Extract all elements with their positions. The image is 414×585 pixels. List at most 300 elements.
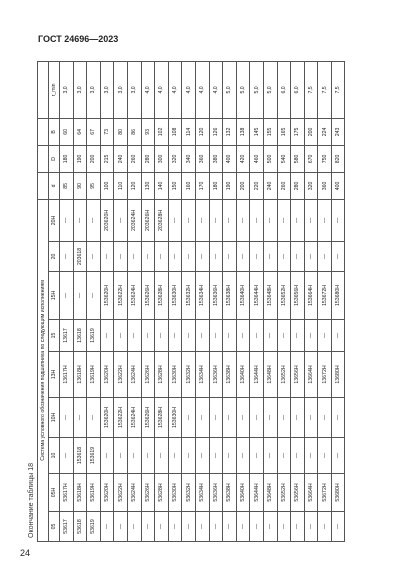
table-cell: — [195,199,209,241]
table-cell: — [155,320,169,352]
table-cell: — [182,199,196,241]
table-cell: — [277,398,291,438]
table-cell: 13652Н [277,352,291,398]
table-continuation-caption: Окончание таблицы 18 [28,463,35,538]
table-cell: 400 [223,145,237,172]
table-cell: — [291,320,305,352]
table-cell: 5,0 [223,61,237,118]
table-row [304,61,318,541]
column-header: 15 [49,320,60,352]
table-cell: 153626Н [141,398,155,438]
table-cell: 110 [114,172,128,199]
table-cell: 200 [304,118,318,145]
table-cell: 13632Н [182,352,196,398]
table-cell: — [236,438,250,474]
table-cell: 215 [100,145,114,172]
column-header: 20 [49,242,60,272]
table-cell: — [60,398,74,438]
table-cell: 4,0 [209,61,223,118]
table-cell: 13619Н [87,352,101,398]
table-cell: — [318,512,332,542]
table-row [209,61,223,541]
table-cell: — [127,512,141,542]
table-cell: — [331,512,345,542]
table-cell: — [236,398,250,438]
table-cell: 13617Н [60,352,74,398]
table-row [73,61,87,541]
table-cell: 153620Н [100,272,114,320]
dim-header-d [38,172,49,199]
table-row [223,61,237,541]
table-cell: — [114,512,128,542]
table-cell: 540 [277,145,291,172]
table-cell: 13620Н [100,352,114,398]
table-cell: 200 [236,172,250,199]
table-cell: — [114,438,128,474]
table-cell: 53622Н [114,474,128,512]
table-cell: 175 [291,118,305,145]
table-cell: 155 [263,118,277,145]
column-header: r_min [49,61,60,118]
table-cell: — [331,242,345,272]
table-cell: 320 [168,145,182,172]
table-cell: 153648Н [263,272,277,320]
table-cell: 138 [236,118,250,145]
table-cell: 13672Н [318,352,332,398]
table-cell: 53638Н [223,474,237,512]
table-cell: — [291,512,305,542]
table-row [100,61,114,541]
table-cell: — [60,272,74,320]
table-cell: — [331,398,345,438]
table-row [155,61,169,541]
table-cell: 108 [168,118,182,145]
table-cell: 80 [114,118,128,145]
table-cell: — [182,438,196,474]
table-cell: 53656Н [291,474,305,512]
table-cell: — [263,438,277,474]
table-cell: 53640Н [236,474,250,512]
table-cell: 13638Н [223,352,237,398]
table-cell: 53618Н [73,474,87,512]
table-row [331,61,345,541]
table-cell: — [209,320,223,352]
table-cell: — [209,512,223,542]
table-cell: — [114,199,128,241]
table-cell: — [277,320,291,352]
table-cell: 53652Н [277,474,291,512]
table-cell: 3,0 [73,61,87,118]
table-cell: 13634Н [195,352,209,398]
table-cell: — [168,199,182,241]
page-number: 24 [20,548,31,558]
table-cell: 13680Н [331,352,345,398]
table-cell: — [223,199,237,241]
table-cell: — [291,199,305,241]
table-cell: — [277,512,291,542]
table-cell: — [114,242,128,272]
table-cell: 53619Н [87,474,101,512]
dim-header-rmin [38,61,49,118]
table-cell: — [87,242,101,272]
table-cell: 240 [114,145,128,172]
table-cell: 220 [250,172,264,199]
table-cell: 153628Н [155,272,169,320]
table-cell: 320 [304,172,318,199]
column-header-row [49,61,60,541]
table-cell: 165 [277,118,291,145]
table-cell: — [318,398,332,438]
table-cell: — [168,438,182,474]
table-cell: 203628Н [155,199,169,241]
table-cell: 53632Н [182,474,196,512]
column-header: B [49,118,60,145]
column-header: D [49,145,60,172]
table-cell: — [304,320,318,352]
table-cell: — [318,320,332,352]
table-cell: — [291,438,305,474]
table-cell: 6,0 [277,61,291,118]
table-cell: — [195,438,209,474]
table-cell: 53626Н [141,474,155,512]
table-cell: 53680Н [331,474,345,512]
table-cell: — [141,512,155,542]
table-cell: 580 [291,145,305,172]
table-cell: — [331,199,345,241]
table-cell: — [73,199,87,241]
table-cell: — [250,438,264,474]
table-cell: — [60,242,74,272]
table-cell: 53648Н [263,474,277,512]
table-cell: 360 [318,172,332,199]
table-cell: 153680Н [331,272,345,320]
table-cell: 3,0 [127,61,141,118]
table-cell: 153620Н [100,398,114,438]
table-row [195,61,209,541]
table-cell: 180 [60,145,74,172]
table-cell: 53620Н [100,474,114,512]
table-cell: — [223,398,237,438]
table-cell: 153630Н [168,398,182,438]
table-cell: 53624Н [127,474,141,512]
table-cell: 260 [277,172,291,199]
column-header: 13Н [49,352,60,398]
table-cell: 53619 [87,512,101,542]
column-header: 05 [49,512,60,542]
table-cell: — [304,512,318,542]
table-cell: — [195,512,209,542]
table-cell: 203620Н [100,199,114,241]
table-cell: — [182,512,196,542]
table-cell: — [182,398,196,438]
table-cell: 153622Н [114,272,128,320]
table-cell: 280 [291,172,305,199]
table-cell: 160 [182,172,196,199]
table-cell: — [223,438,237,474]
table-cell: — [100,242,114,272]
table-cell: — [291,398,305,438]
table-cell: 3,0 [87,61,101,118]
table-cell: 53617Н [60,474,74,512]
table-cell: — [155,512,169,542]
table-cell: — [236,320,250,352]
table-cell: 153632Н [182,272,196,320]
table-cell: 67 [87,118,101,145]
table-cell: — [60,199,74,241]
table-cell: 153624Н [127,272,141,320]
table-cell: 7,5 [331,61,345,118]
table-cell: — [100,438,114,474]
table-cell: 153624Н [127,398,141,438]
table-cell: 132 [223,118,237,145]
table-cell: — [223,242,237,272]
table-cell: 153638Н [223,272,237,320]
table-cell: 190 [73,145,87,172]
table-cell: 750 [318,145,332,172]
table-cell: — [223,512,237,542]
table-cell: — [331,438,345,474]
table-cell: 53630Н [168,474,182,512]
table-cell: 13630Н [168,352,182,398]
table-cell: — [250,242,264,272]
table-cell: — [209,398,223,438]
table-cell: 53664Н [304,474,318,512]
table-cell: 6,0 [291,61,305,118]
dim-header-D [38,145,49,172]
column-header: d [49,172,60,199]
table-cell: — [209,438,223,474]
table-cell: 85 [60,172,74,199]
table-cell: 240 [263,172,277,199]
table-cell: — [263,398,277,438]
table-cell: 153640Н [236,272,250,320]
table-cell: — [73,398,87,438]
table-cell: 53636Н [209,474,223,512]
table-cell: — [168,320,182,352]
document-title: ГОСТ 24696—2023 [38,34,119,44]
table-cell: 4,0 [155,61,169,118]
table-row [141,61,155,541]
dim-header-B [38,118,49,145]
table-cell: 5,0 [236,61,250,118]
table-cell: 200 [87,145,101,172]
table-cell: — [236,512,250,542]
table-cell: 53634Н [195,474,209,512]
table-cell: 340 [182,145,196,172]
table-cell: — [114,320,128,352]
table-cell: 130 [141,172,155,199]
table-cell: 126 [209,118,223,145]
table-cell: 13618Н [73,352,87,398]
table-row [318,61,332,541]
table-cell: — [250,320,264,352]
table-cell: 280 [141,145,155,172]
table-cell: 120 [127,172,141,199]
table-cell: 145 [250,118,264,145]
column-header: 10 [49,438,60,474]
table-cell: 13618 [73,320,87,352]
table-cell: — [195,242,209,272]
table-cell: 4,0 [141,61,155,118]
table-cell: — [318,438,332,474]
table-cell: — [155,438,169,474]
table-cell: 7,5 [304,61,318,118]
table-cell: 203624Н [127,199,141,241]
column-header: 20Н [49,199,60,241]
table-cell: 3,0 [114,61,128,118]
table-cell: — [304,199,318,241]
table-cell: 73 [100,118,114,145]
table-cell: — [182,242,196,272]
table-cell: 820 [331,145,345,172]
table-cell: 224 [318,118,332,145]
table-cell: 53617 [60,512,74,542]
table-body [60,61,345,541]
table-cell: 13644Н [250,352,264,398]
table-cell: — [87,272,101,320]
table-cell: 380 [209,145,223,172]
table-cell: 13628Н [155,352,169,398]
table-cell: — [318,199,332,241]
table-cell: — [168,512,182,542]
table-cell: 5,0 [250,61,264,118]
table-cell: — [263,199,277,241]
table-cell: — [127,320,141,352]
table-cell: 153619 [87,438,101,474]
table-cell: 60 [60,118,74,145]
table-cell: 153634Н [195,272,209,320]
table-cell: 53672Н [318,474,332,512]
table-cell: 13622Н [114,352,128,398]
table-cell: 153644Н [250,272,264,320]
rotated-table-block [26,62,382,542]
table-cell: 243 [331,118,345,145]
table-cell: — [73,272,87,320]
table-cell: 670 [304,145,318,172]
table-row [277,61,291,541]
table-row [236,61,250,541]
table-cell: — [318,242,332,272]
table-row [291,61,305,541]
table-cell: 153626Н [141,272,155,320]
table-cell: 153652Н [277,272,291,320]
table-cell: — [250,398,264,438]
table-cell: 153618 [73,438,87,474]
table-cell: 203618 [73,242,87,272]
table-cell: 53644Н [250,474,264,512]
table-cell: — [209,242,223,272]
column-header: 15Н [49,272,60,320]
table-row [182,61,196,541]
table-cell: 360 [195,145,209,172]
table-cell: 90 [73,172,87,199]
table-cell: — [291,242,305,272]
table-cell: 53628Н [155,474,169,512]
table-cell: 100 [100,172,114,199]
table-cell: 153672Н [318,272,332,320]
table-cell: 153636Н [209,272,223,320]
table-cell: 93 [141,118,155,145]
table-cell: — [304,398,318,438]
table-cell: — [87,398,101,438]
table-cell: — [100,512,114,542]
table-cell: — [277,242,291,272]
table-row [87,61,101,541]
table-cell: 153664Н [304,272,318,320]
table-cell: 102 [155,118,169,145]
table-cell: 13626Н [141,352,155,398]
table-cell: — [304,242,318,272]
table-cell: — [263,512,277,542]
table-cell: 4,0 [168,61,182,118]
table-cell: 13648Н [263,352,277,398]
table-cell: 95 [87,172,101,199]
table-cell: 180 [209,172,223,199]
table-row [127,61,141,541]
table-cell: 3,0 [60,61,74,118]
table-cell: 13624Н [127,352,141,398]
table-cell: — [87,199,101,241]
table-cell: 420 [236,145,250,172]
table-cell: 170 [195,172,209,199]
table-cell: — [168,242,182,272]
table-cell: 4,0 [195,61,209,118]
table-cell: — [223,320,237,352]
table-cell: 13636Н [209,352,223,398]
bearing-table [37,61,345,542]
table-cell: 150 [168,172,182,199]
table-cell: 153630Н [168,272,182,320]
table-cell: — [195,320,209,352]
table-cell: 400 [331,172,345,199]
table-cell: — [141,242,155,272]
table-row [168,61,182,541]
table-cell: — [155,242,169,272]
column-header: 05Н [49,474,60,512]
table-cell: 203626Н [141,199,155,241]
table-cell: — [209,199,223,241]
table-cell: 13619 [87,320,101,352]
table-cell: 53618 [73,512,87,542]
table-cell: — [182,320,196,352]
table-cell: 64 [73,118,87,145]
table-cell: — [236,199,250,241]
table-cell: — [195,398,209,438]
table-cell: 500 [263,145,277,172]
table-cell: 300 [155,145,169,172]
table-cell: — [127,438,141,474]
table-cell: — [141,320,155,352]
table-cell: 13664Н [304,352,318,398]
table-cell: 13640Н [236,352,250,398]
table-cell: — [277,199,291,241]
table-row [263,61,277,541]
table-row [250,61,264,541]
table-cell: — [60,438,74,474]
table-cell: — [250,512,264,542]
table-cell: — [100,320,114,352]
table-cell: 460 [250,145,264,172]
table-cell: 260 [127,145,141,172]
table-cell: 7,5 [318,61,332,118]
table-cell: — [250,199,264,241]
table-cell: 5,0 [263,61,277,118]
table-cell: 140 [155,172,169,199]
group-header: Система условного обозначения подшипника по следующим исполнениям [38,199,49,541]
table-cell: 153628Н [155,398,169,438]
table-cell: — [331,320,345,352]
table-cell: — [277,438,291,474]
